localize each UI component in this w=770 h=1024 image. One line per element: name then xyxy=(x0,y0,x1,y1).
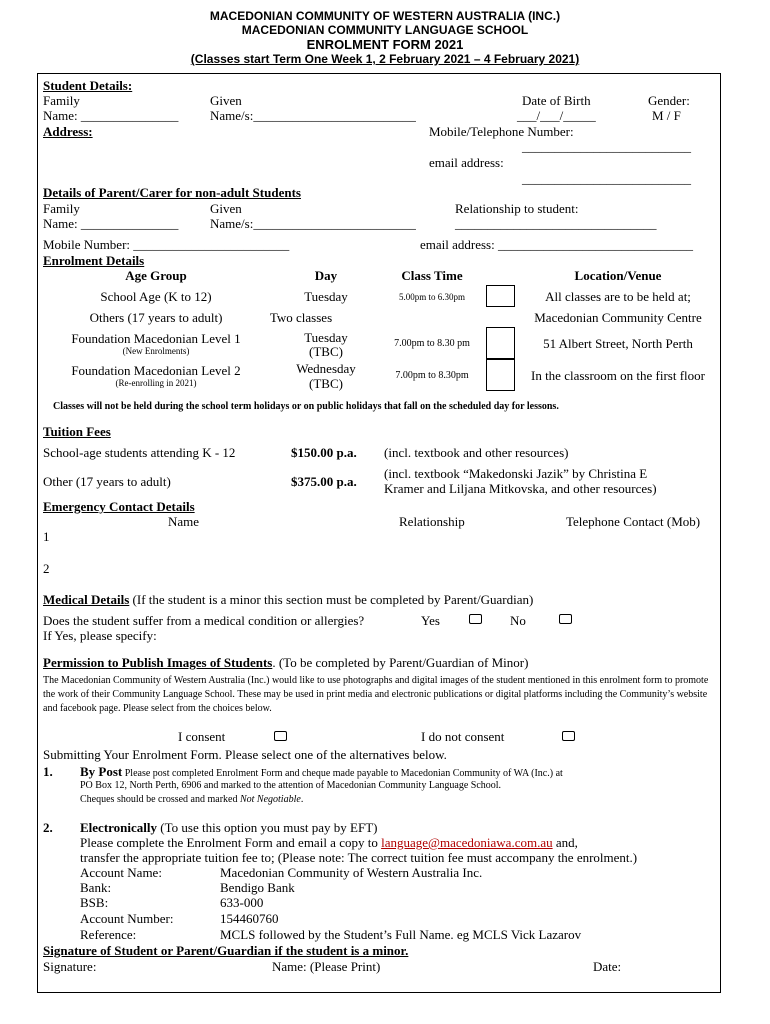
account-name: Macedonian Community of Western Australia Inc. xyxy=(220,865,483,880)
row-level-1-day: Tuesday xyxy=(304,330,348,345)
location-line-3: 51 Albert Street, North Perth xyxy=(543,336,693,351)
parent-email-field[interactable]: email address: ______________________________ xyxy=(420,237,693,252)
row-school-age-day: Tuesday xyxy=(304,289,348,304)
reference-text: MCLS followed by the Student’s Full Name. eg MCLS Vick Lazarov xyxy=(220,927,582,942)
select-level-2-checkbox[interactable] xyxy=(486,359,515,391)
location-line-4: In the classroom on the first floor xyxy=(530,368,705,383)
email-field[interactable]: __________________________ xyxy=(522,171,691,186)
col-location: Location/Venue xyxy=(574,268,662,283)
col-day: Day xyxy=(314,268,338,283)
fee-school-age-label: School-age students attending K - 12 xyxy=(43,445,236,460)
electronic-option xyxy=(80,821,377,836)
medical-note: (If the student is a minor this section must be completed by Parent/Guardian) xyxy=(129,592,534,607)
electronic-line-3: transfer the appropriate tuition fee to; (Please note: The correct tuition fee must accompany the enrolment.) xyxy=(80,850,638,865)
row-school-age-time: 5.00pm to 6.30pm xyxy=(398,292,465,302)
row-level-2-note: (Re-enrolling in 2021) xyxy=(115,378,197,388)
date-field[interactable]: Date: xyxy=(593,959,622,974)
signature-field[interactable]: Signature: xyxy=(43,959,97,974)
given-names-field[interactable]: Name/s:_________________________ xyxy=(210,108,416,123)
address-label: Address: xyxy=(43,124,93,139)
electronic-line-2 xyxy=(80,836,578,851)
electronic-line-2b: and, xyxy=(552,835,578,850)
row-level-1-time: 7.00pm to 8.30 pm xyxy=(394,338,470,349)
mobile-label: Mobile/Telephone Number: xyxy=(429,124,574,139)
school-name: MACEDONIAN COMMUNITY LANGUAGE SCHOOL xyxy=(241,23,529,37)
row-level-1: Foundation Macedonian Level 1 xyxy=(71,331,241,346)
school-email-link[interactable]: language@macedoniawa.com.au xyxy=(381,835,553,850)
fee-other-price: $375.00 p.a. xyxy=(291,474,357,489)
holiday-notice: Classes will not be held during the school term holidays or on public holidays that fall on the scheduled day for lessons. xyxy=(53,401,559,412)
medical-yes-label: Yes xyxy=(421,613,440,628)
fee-school-age-price: $150.00 p.a. xyxy=(291,445,357,460)
not-negotiable: Not Negotiable xyxy=(239,794,301,805)
student-details-heading: Student Details: xyxy=(43,78,133,93)
gender-label: Gender: xyxy=(648,93,690,108)
row-others: Others (17 years to adult) xyxy=(89,310,223,325)
dob-field[interactable]: ___/___/_____ xyxy=(517,108,596,123)
emergency-col-relationship: Relationship xyxy=(399,514,465,529)
fee-other-label: Other (17 years to adult) xyxy=(43,474,171,489)
reference-label: Reference: xyxy=(80,927,137,942)
post-line-2: PO Box 12, North Perth, 6906 and marked to the attention of Macedonian Community Language School. xyxy=(80,780,502,791)
bank-name: Bendigo Bank xyxy=(220,880,295,895)
option-2-number: 2. xyxy=(43,820,53,835)
row-level-1-note: (New Enrolments) xyxy=(122,346,190,356)
consent-checkbox[interactable] xyxy=(274,731,287,741)
given-label: Given xyxy=(210,93,242,108)
post-line-3-text: Cheques should be crossed and marked xyxy=(80,794,240,805)
emergency-col-telephone: Telephone Contact (Mob) xyxy=(566,514,701,529)
bank-label: Bank: xyxy=(80,880,112,895)
form-title: ENROLMENT FORM 2021 xyxy=(306,37,464,52)
parent-given-label: Given xyxy=(210,201,242,216)
permission-section xyxy=(43,656,528,671)
dob-label: Date of Birth xyxy=(522,93,591,108)
consent-label: I consent xyxy=(178,729,226,744)
row-level-1-day-tbc: (TBC) xyxy=(309,344,343,359)
medical-question: Does the student suffer from a medical condition or allergies? xyxy=(43,613,365,628)
col-age-group: Age Group xyxy=(125,268,187,283)
location-line-2: Macedonian Community Centre xyxy=(534,310,702,325)
parent-family-name-field[interactable]: Name: _______________ xyxy=(43,216,179,231)
medical-heading: Medical Details xyxy=(43,592,130,607)
electronic-title: Electronically xyxy=(80,820,158,835)
fee-other-note-1: (incl. textbook “Makedonski Jazik” by Christina E xyxy=(384,466,648,481)
submit-intro: Submitting Your Enrolment Form. Please select one of the alternatives below. xyxy=(43,747,447,762)
family-label: Family xyxy=(43,93,80,108)
parent-details-heading: Details of Parent/Carer for non-adult Students xyxy=(43,185,301,200)
fee-school-age-note: (incl. textbook and other resources) xyxy=(384,445,569,460)
medical-specify[interactable]: If Yes, please specify: xyxy=(43,628,157,643)
bsb-label: BSB: xyxy=(80,895,109,910)
emergency-row-2[interactable]: 2 xyxy=(43,561,50,576)
post-option xyxy=(80,765,563,780)
no-consent-checkbox[interactable] xyxy=(562,731,575,741)
medical-no-checkbox[interactable] xyxy=(559,614,572,624)
account-name-label: Account Name: xyxy=(80,865,162,880)
family-name-field[interactable]: Name: _______________ xyxy=(43,108,179,123)
org-name: MACEDONIAN COMMUNITY OF WESTERN AUSTRALIA (INC.) xyxy=(209,9,561,23)
relationship-field[interactable]: _______________________________ xyxy=(455,216,657,231)
permission-note: . (To be completed by Parent/Guardian of Minor) xyxy=(272,655,529,670)
row-level-2-day: Wednesday xyxy=(296,361,356,376)
signature-heading: Signature of Student or Parent/Guardian if the student is a minor. xyxy=(43,943,409,958)
row-school-age: School Age (K to 12) xyxy=(100,289,212,304)
emergency-heading: Emergency Contact Details xyxy=(43,499,195,514)
fee-other-note-2: Kramer and Liljana Mitkovska, and other resources) xyxy=(384,481,657,496)
row-others-day: Two classes xyxy=(269,310,333,325)
col-class-time: Class Time xyxy=(401,268,463,283)
print-name-field[interactable]: Name: (Please Print) xyxy=(272,959,381,974)
select-school-age-checkbox[interactable] xyxy=(486,285,515,307)
email-label: email address: xyxy=(429,155,504,170)
no-consent-label: I do not consent xyxy=(421,729,505,744)
permission-heading: Permission to Publish Images of Students xyxy=(43,655,273,670)
post-line-3-end: . xyxy=(300,794,304,805)
emergency-row-1[interactable]: 1 xyxy=(43,529,50,544)
medical-no-label: No xyxy=(510,613,526,628)
enrolment-heading: Enrolment Details xyxy=(43,253,145,268)
mobile-field[interactable]: __________________________ xyxy=(522,139,691,154)
location-line-1: All classes are to be held at; xyxy=(545,289,691,304)
medical-yes-checkbox[interactable] xyxy=(469,614,482,624)
post-text: Please post completed Enrolment Form and cheque made payable to Macedonian Community of WA (Inc.) at xyxy=(122,768,563,779)
post-line-3 xyxy=(80,794,303,806)
row-level-2: Foundation Macedonian Level 2 xyxy=(71,363,241,378)
gender-options[interactable]: M / F xyxy=(652,108,681,123)
parent-given-names-field[interactable]: Name/s:_________________________ xyxy=(210,216,416,231)
permission-body: The Macedonian Community of Western Australia (Inc.) would like to use photographs and digital images of the student mentioned in this enrolment form to promote the work of their Community Language School. These may be used in print media and electronic publications or digital platforms including the Community’s website and facebook page. Please select from the choices below. xyxy=(43,675,709,715)
fees-heading: Tuition Fees xyxy=(43,424,111,439)
relationship-label: Relationship to student: xyxy=(455,201,579,216)
row-level-2-time: 7.00pm to 8.30pm xyxy=(395,370,469,381)
select-level-1-checkbox[interactable] xyxy=(486,327,515,359)
class-dates: (Classes start Term One Week 1, 2 February 2021 – 4 February 2021) xyxy=(190,52,580,66)
account-number-label: Account Number: xyxy=(80,911,174,926)
option-1-number: 1. xyxy=(43,764,53,779)
parent-family-label: Family xyxy=(43,201,80,216)
parent-mobile-field[interactable]: Mobile Number: ________________________ xyxy=(43,237,290,252)
bsb-number: 633-000 xyxy=(220,895,264,910)
medical-section xyxy=(43,593,533,608)
post-title: By Post xyxy=(80,764,123,779)
electronic-text: (To use this option you must pay by EFT) xyxy=(157,820,378,835)
electronic-line-2a: Please complete the Enrolment Form and email a copy to xyxy=(80,835,382,850)
emergency-col-name: Name xyxy=(168,514,200,529)
account-number: 154460760 xyxy=(220,911,279,926)
row-level-2-day-tbc: (TBC) xyxy=(309,376,343,391)
